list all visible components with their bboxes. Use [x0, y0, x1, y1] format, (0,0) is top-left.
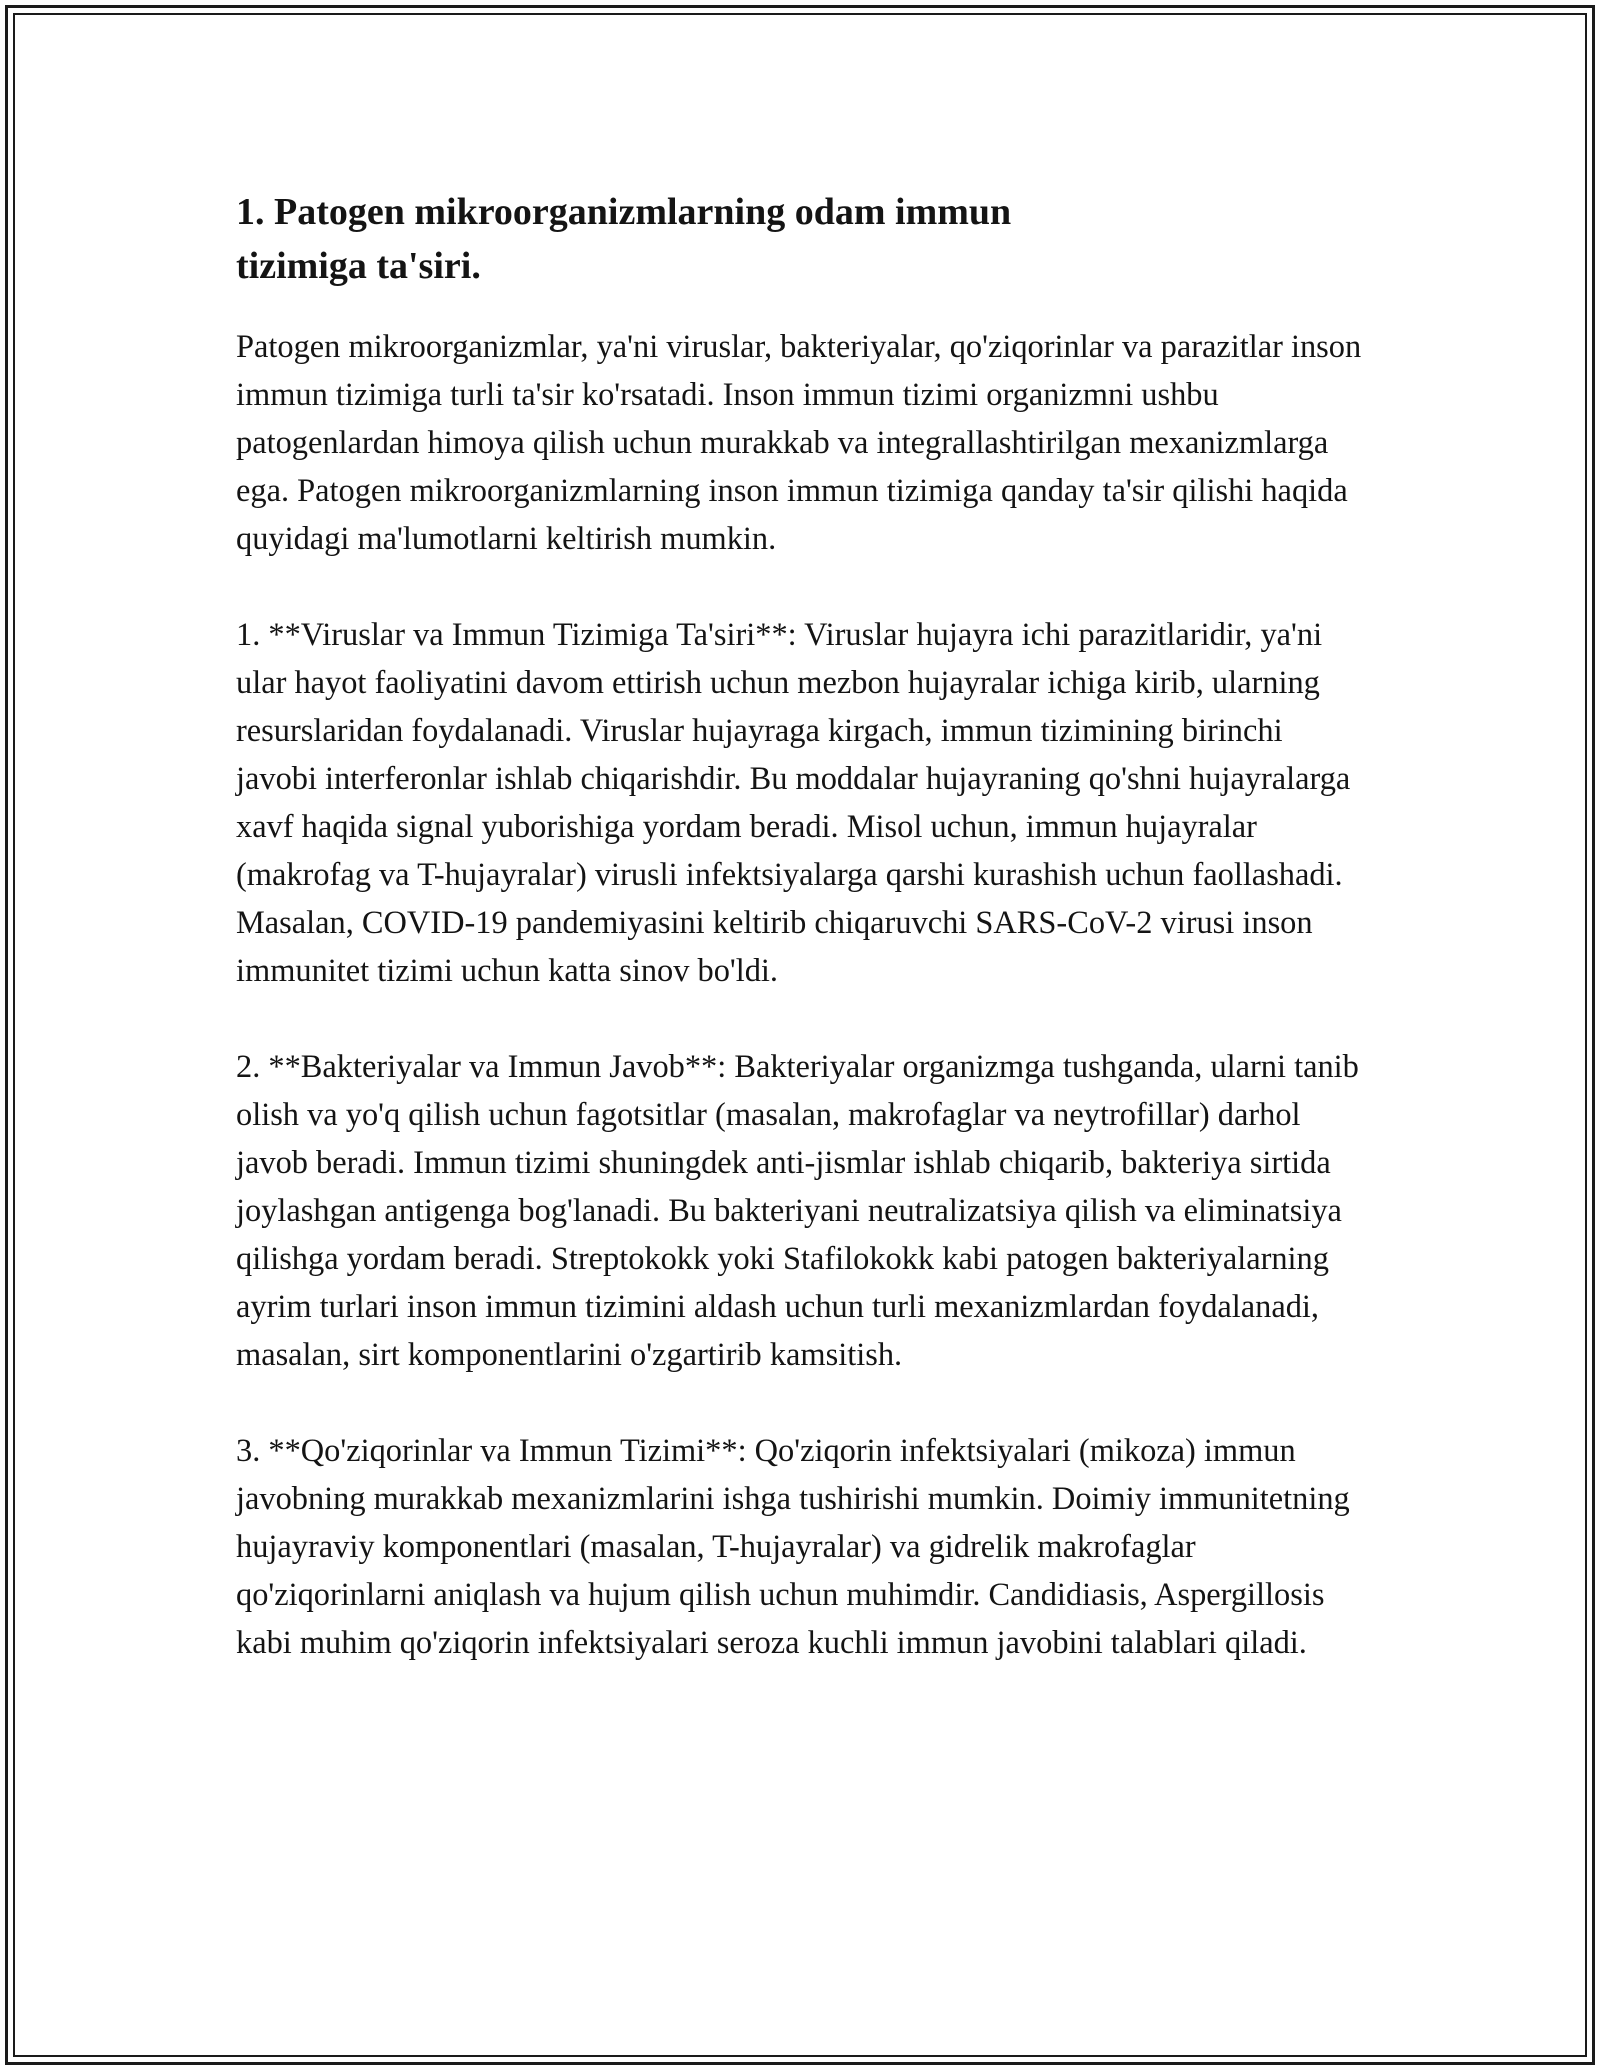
document-title: 1. Patogen mikroorganizmlarning odam immun tizimiga ta'siri.	[236, 191, 1012, 287]
intro-paragraph: Patogen mikroorganizmlar, ya'ni viruslar, bakteriyalar, qo'ziqorinlar va parazitlar inson immun tizimiga turli ta'sir ko'rsatadi. Inson immun tizimi organizmni ushbu patogenlardan himoya qilish uchun murakkab va integrallashtirilgan mexanizmlarga ega. Patogen mikroorganizmlarning inson immun tizimiga qanday ta'sir qilishi haqida quyidagi ma'lumotlarni keltirish mumkin.	[236, 329, 1362, 557]
bacteria-paragraph: 2. **Bakteriyalar va Immun Javob**: Bakteriyalar organizmga tushganda, ularni tanib olish va yo'q qilish uchun fagotsitlar (masalan, makrofaglar va neytrofillar) darhol javob beradi. Immun tizimi shuningdek anti-jismlar ishlab chiqarib, bakteriya sirtida joylashgan antigenga bog'lanadi. Bu bakteriyani neutralizatsiya qilish va eliminatsiya qilishga yordam beradi. Streptokokk yoki Stafilokokk kabi patogen bakteriyalarning ayrim turlari inson immun tizimini aldash uchun turli mexanizmlardan foydalanadi, masalan, sirt komponentlarini o'zgartirib kamsitish.	[236, 1049, 1359, 1373]
viruses-paragraph: 1. **Viruslar va Immun Tizimiga Ta'siri**: Viruslar hujayra ichi parazitlaridir, ya'ni ular hayot faoliyatini davom ettirish uchun mezbon hujayralar ichiga kirib, ularning resurslaridan foydalanadi. Viruslar hujayraga kirgach, immun tizimining birinchi javobi interferonlar ishlab chiqarishdir. Bu moddalar hujayraning qo'shni hujayralarga xavf haqida signal yuborishiga yordam beradi. Misol uchun, immun hujayralar (makrofag va T-hujayralar) virusli infektsiyalarga qarshi kurashish uchun faollashadi. Masalan, COVID-19 pandemiyasini keltirib chiqaruvchi SARS-CoV-2 virusi inson immunitet tizimi uchun katta sinov bo'ldi.	[236, 617, 1351, 989]
fungi-paragraph: 3. **Qo'ziqorinlar va Immun Tizimi**: Qo'ziqorin infektsiyalari (mikoza) immun javobning murakkab mexanizmlarini ishga tushirishi mumkin. Doimiy immunitetning hujayraviy komponentlari (masalan, T-hujayralar) va gidrelik makrofaglar qo'ziqorinlarni aniqlash va hujum qilish uchun muhimdir. Candidiasis, Aspergillosis kabi muhim qo'ziqorin infektsiyalari seroza kuchli immun javobini talablari qiladi.	[236, 1433, 1350, 1661]
document-body	[236, 185, 1366, 1715]
